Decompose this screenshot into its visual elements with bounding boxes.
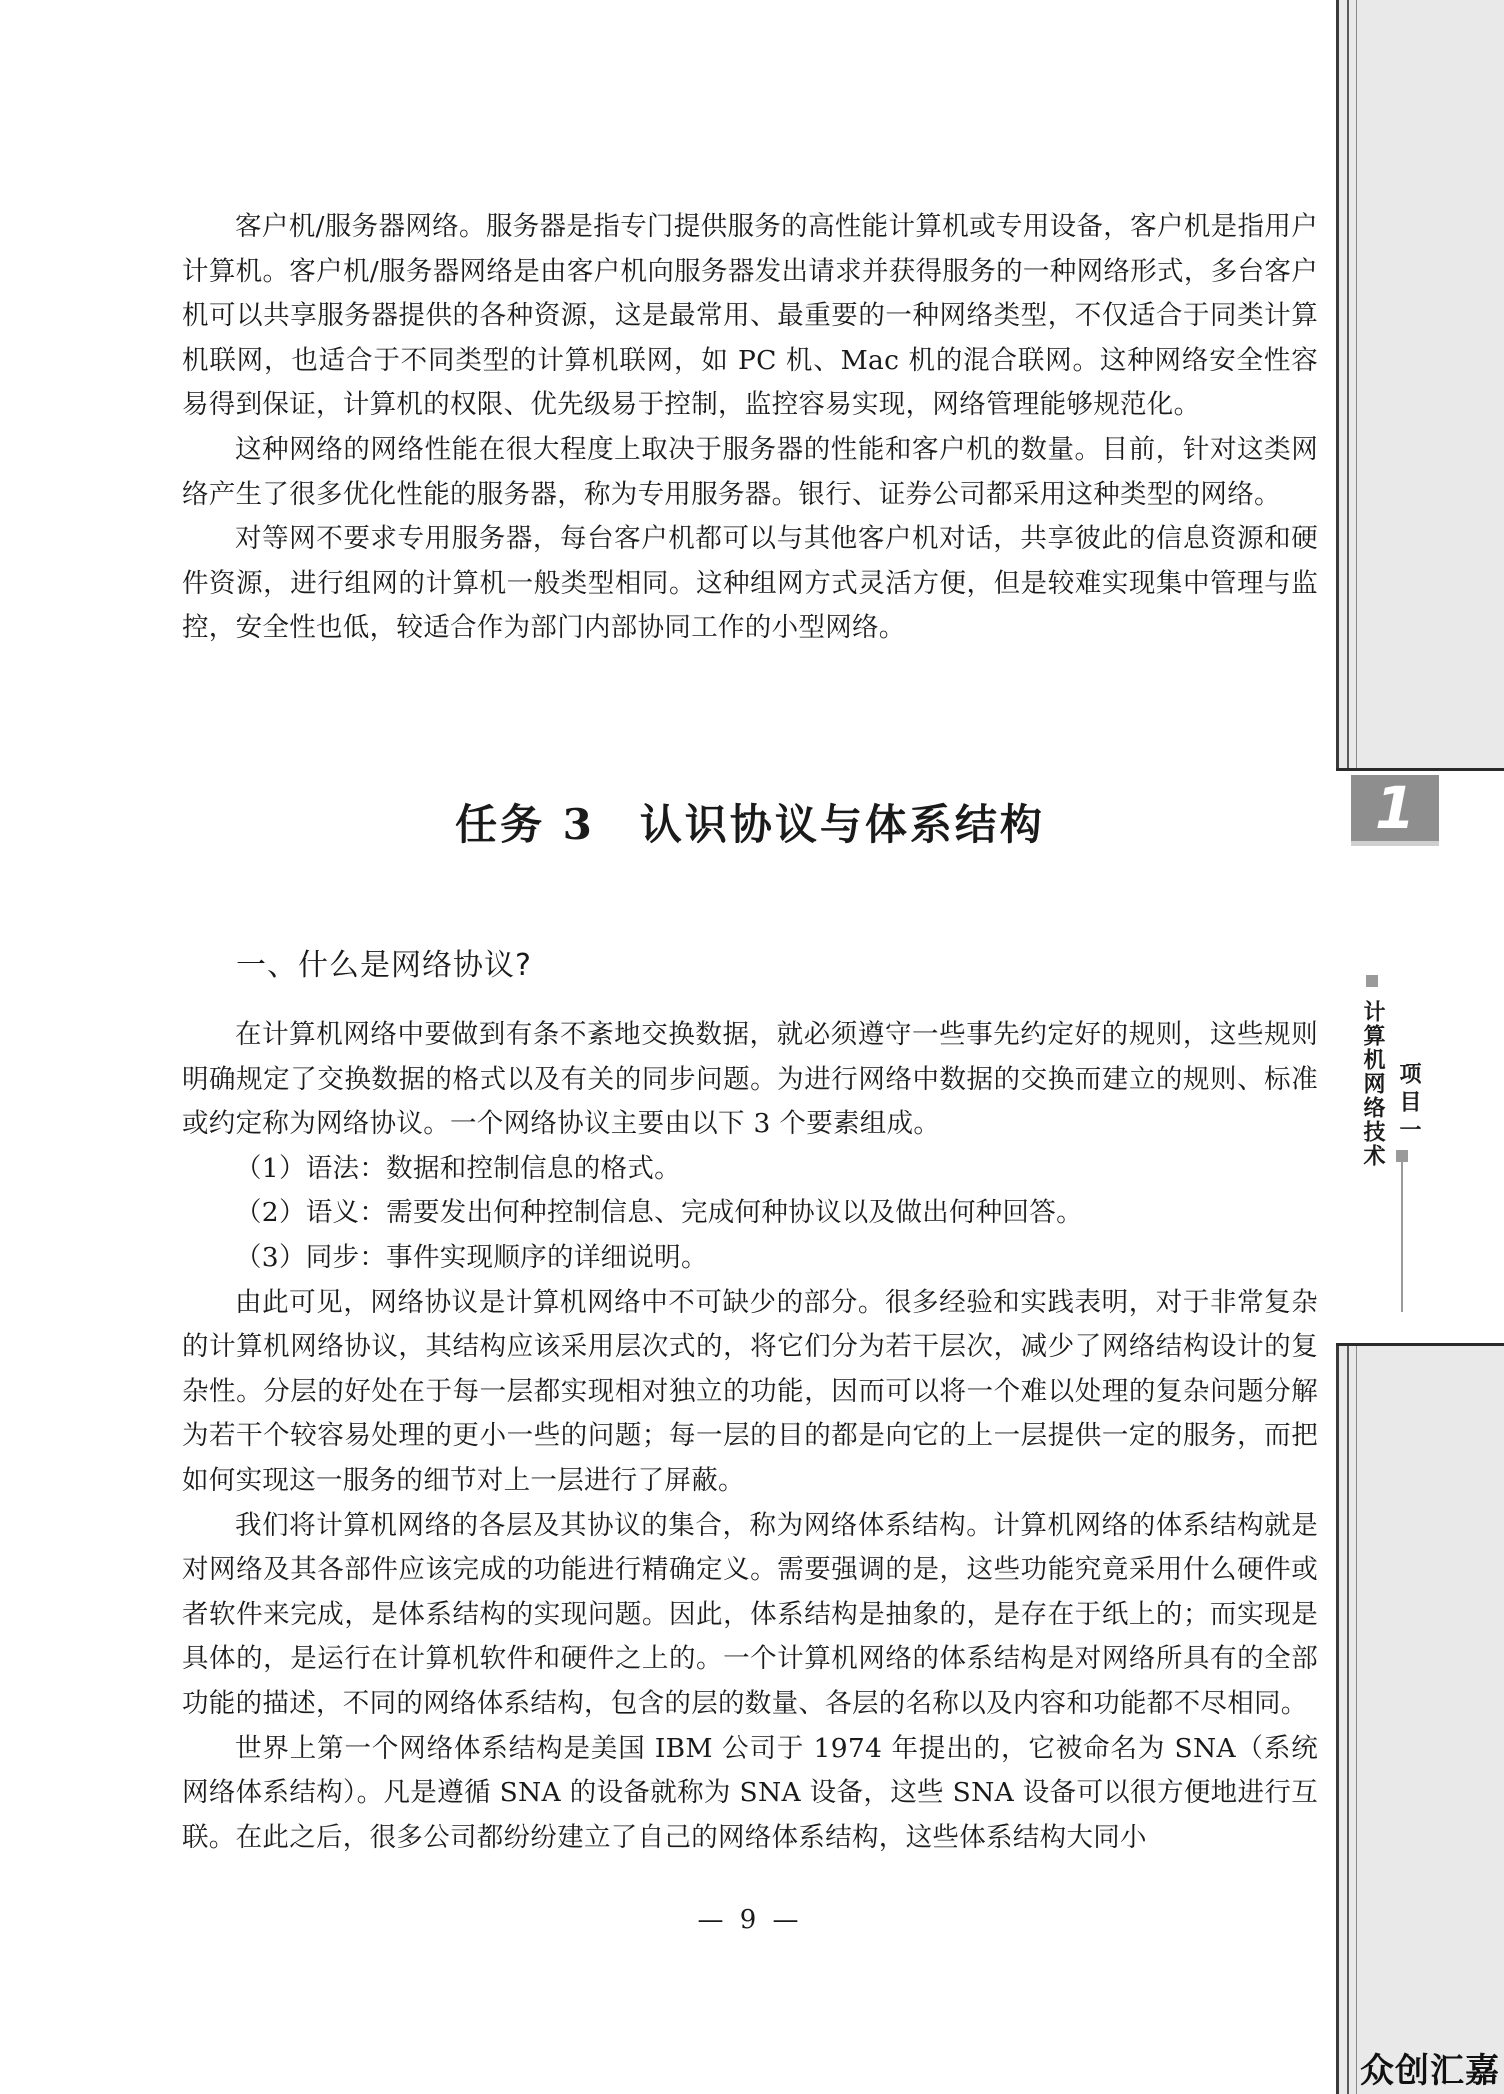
chapter-number: 1 (1374, 774, 1416, 842)
project-label: 项目一 (1396, 1062, 1421, 1146)
section-heading: 一、什么是网络协议? (236, 948, 532, 983)
list-item: （1）语法：数据和控制信息的格式。 (235, 1152, 681, 1184)
square-marker-icon (1396, 1150, 1408, 1162)
paragraph: 我们将计算机网络的各层及其协议的集合，称为网络体系结构。计算机网络的体系结构就是对网络及其各部件应该完成的功能进行精确定义。需要强调的是，这些功能究竟采用什么硬件或者软件来完成，是体系结构的实现问题。因此，体系结构是抽象的，是存在于纸上的；而实现是具体的，是运行在计算机软件和硬件之上的。一个计算机网络的体系结构是对网络所具有的全部功能的描述，不同的网络体系结构，包含的层的数量、各层的名称以及内容和功能都不尽相同。 (182, 1509, 1318, 1719)
watermark: 众创汇嘉 (1360, 2051, 1500, 2091)
body-text-top (182, 205, 1318, 651)
paragraph: 由此可见，网络协议是计算机网络中不可缺少的部分。很多经验和实践表明，对于非常复杂的计算机网络协议，其结构应该采用层次式的，将它们分为若干层次，减少了网络结构设计的复杂性。分层的好处在于每一层都实现相对独立的功能，因而可以将一个难以处理的复杂问题分解为若干个较容易处理的更小一些的问题；每一层的目的都是向它的上一层提供一定的服务，而把如何实现这一服务的细节对上一层进行了屏蔽。 (182, 1286, 1318, 1496)
paragraph: 客户机/服务器网络。服务器是指专门提供服务的高性能计算机或专用设备，客户机是指用户计算机。客户机/服务器网络是由客户机向服务器发出请求并获得服务的一种网络形式，多台客户机可以共享服务器提供的各种资源，这是最常用、最重要的一种网络类型，不仅适合于同类计算机联网，也适合于不同类型的计算机联网，如 PC 机、Mac 机的混合联网。这种网络安全性容易得到保证，计算机的权限、优先级易于控制，监控容易实现，网络管理能够规范化。 (182, 211, 1318, 421)
list-item: （3）同步：事件实现顺序的详细说明。 (235, 1241, 708, 1273)
paragraph: 世界上第一个网络体系结构是美国 IBM 公司于 1974 年提出的，它被命名为 SNA（系统网络体系结构）。凡是遵循 SNA 的设备就称为 SNA 设备，这些 SNA 设备可以很方便地进行互联。在此之后，很多公司都纷纷建立了自己的网络体系结构，这些体系结构大同小 (182, 1732, 1318, 1853)
body-text-bottom (182, 1013, 1318, 1860)
paragraph: 这种网络的网络性能在很大程度上取决于服务器的性能和客户机的数量。目前，针对这类网络产生了很多优化性能的服务器，称为专用服务器。银行、证券公司都采用这种类型的网络。 (182, 433, 1318, 510)
book-title: 计算机网络技术 (1360, 1000, 1385, 1168)
list-item: （2）语义：需要发出何种控制信息、完成何种协议以及做出何种回答。 (235, 1197, 1083, 1229)
side-divider-line (1401, 1162, 1403, 1312)
chapter-badge (1351, 775, 1439, 846)
paragraph: 对等网不要求专用服务器，每台客户机都可以与其他客户机对话，共享彼此的信息资源和硬件资源，进行组网的计算机一般类型相同。这种组网方式灵活方便，但是较难实现集中管理与监控，安全性也低，较适合作为部门内部协同工作的小型网络。 (182, 523, 1318, 644)
square-marker-icon (1366, 975, 1378, 987)
paragraph: 在计算机网络中要做到有条不紊地交换数据，就必须遵守一些事先约定好的规则，这些规则明确规定了交换数据的格式以及有关的同步问题。为进行网络中数据的交换而建立的规则、标准或约定称为网络协议。一个网络协议主要由以下 3 个要素组成。 (182, 1019, 1318, 1140)
page-number: — 9 — (697, 1905, 803, 1935)
task-title: 任务 3 认识协议与体系结构 (455, 800, 1045, 849)
